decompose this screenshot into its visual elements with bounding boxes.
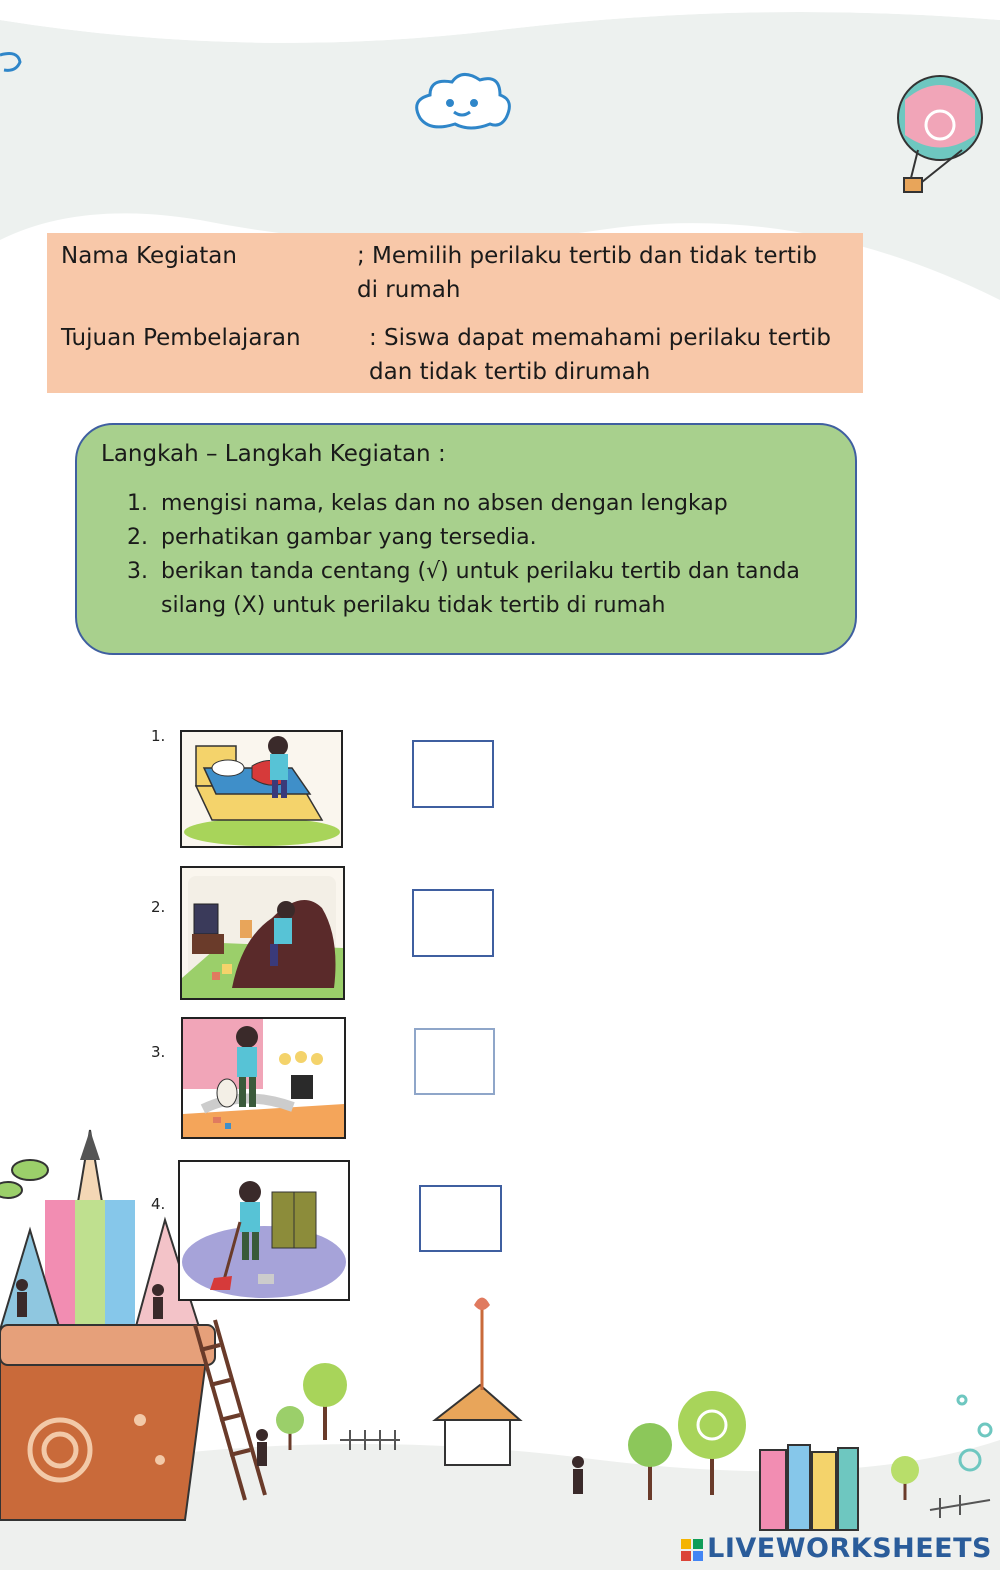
activity-name-value-line2: di rumah (357, 277, 461, 303)
step-item (127, 555, 827, 623)
step-text-continued: silang (X) untuk perilaku tidak tertib di rumah (161, 593, 666, 618)
step-text: perhatikan gambar yang tersedia. (161, 525, 537, 550)
answer-box[interactable] (414, 1028, 495, 1095)
step-text: berikan tanda centang (√) untuk perilaku tertib dan tanda (161, 559, 800, 584)
question-image-lying-on-sofa (180, 866, 345, 1000)
step-text: mengisi nama, kelas dan no absen dengan lengkap (161, 491, 728, 516)
boy-lying-on-sofa-illustration (182, 868, 343, 998)
step-number: 3. (127, 559, 148, 584)
question-image-throwing-trash (181, 1017, 346, 1139)
answer-box[interactable] (419, 1185, 502, 1252)
boy-sweeping-floor-illustration (180, 1162, 348, 1299)
step-item (127, 487, 827, 521)
landscape-background (0, 1100, 1000, 1570)
plant-icon (0, 1160, 48, 1198)
boy-making-bed-illustration (182, 732, 341, 846)
activity-name-label: Nama Kegiatan (61, 243, 237, 269)
question-number: 1. (151, 727, 166, 745)
activity-name-value-line1: ; Memilih perilaku tertib dan tidak tertib (357, 243, 817, 269)
step-number: 1. (127, 491, 148, 516)
steps-title: Langkah – Langkah Kegiatan : (101, 441, 446, 467)
learning-goal-label: Tujuan Pembelajaran (61, 325, 301, 351)
step-number: 2. (127, 525, 148, 550)
step-item (127, 521, 827, 555)
flower-pot-icon (0, 1325, 215, 1520)
books-icon (760, 1445, 858, 1530)
question-number: 2. (151, 898, 166, 916)
question-image-making-bed (180, 730, 343, 848)
learning-goal-value-line2: dan tidak tertib dirumah (369, 359, 651, 385)
boy-throwing-trash-illustration (183, 1019, 344, 1137)
question-number: 4. (151, 1195, 166, 1213)
liveworksheets-logo-icon (681, 1539, 703, 1561)
question-image-sweeping-floor (178, 1160, 350, 1301)
activity-info-box (47, 233, 863, 393)
answer-box[interactable] (412, 889, 494, 957)
question-number: 3. (151, 1043, 166, 1061)
watermark-text: LIVEWORKSHEETS (707, 1533, 992, 1564)
answer-box[interactable] (412, 740, 494, 808)
activity-steps-box (75, 423, 857, 655)
house-icon (435, 1298, 520, 1466)
steps-list (127, 487, 827, 623)
pencil-icon (45, 1130, 135, 1340)
learning-goal-value-line1: : Siswa dapat memahami perilaku tertib (369, 325, 832, 351)
liveworksheets-watermark (681, 1533, 992, 1564)
